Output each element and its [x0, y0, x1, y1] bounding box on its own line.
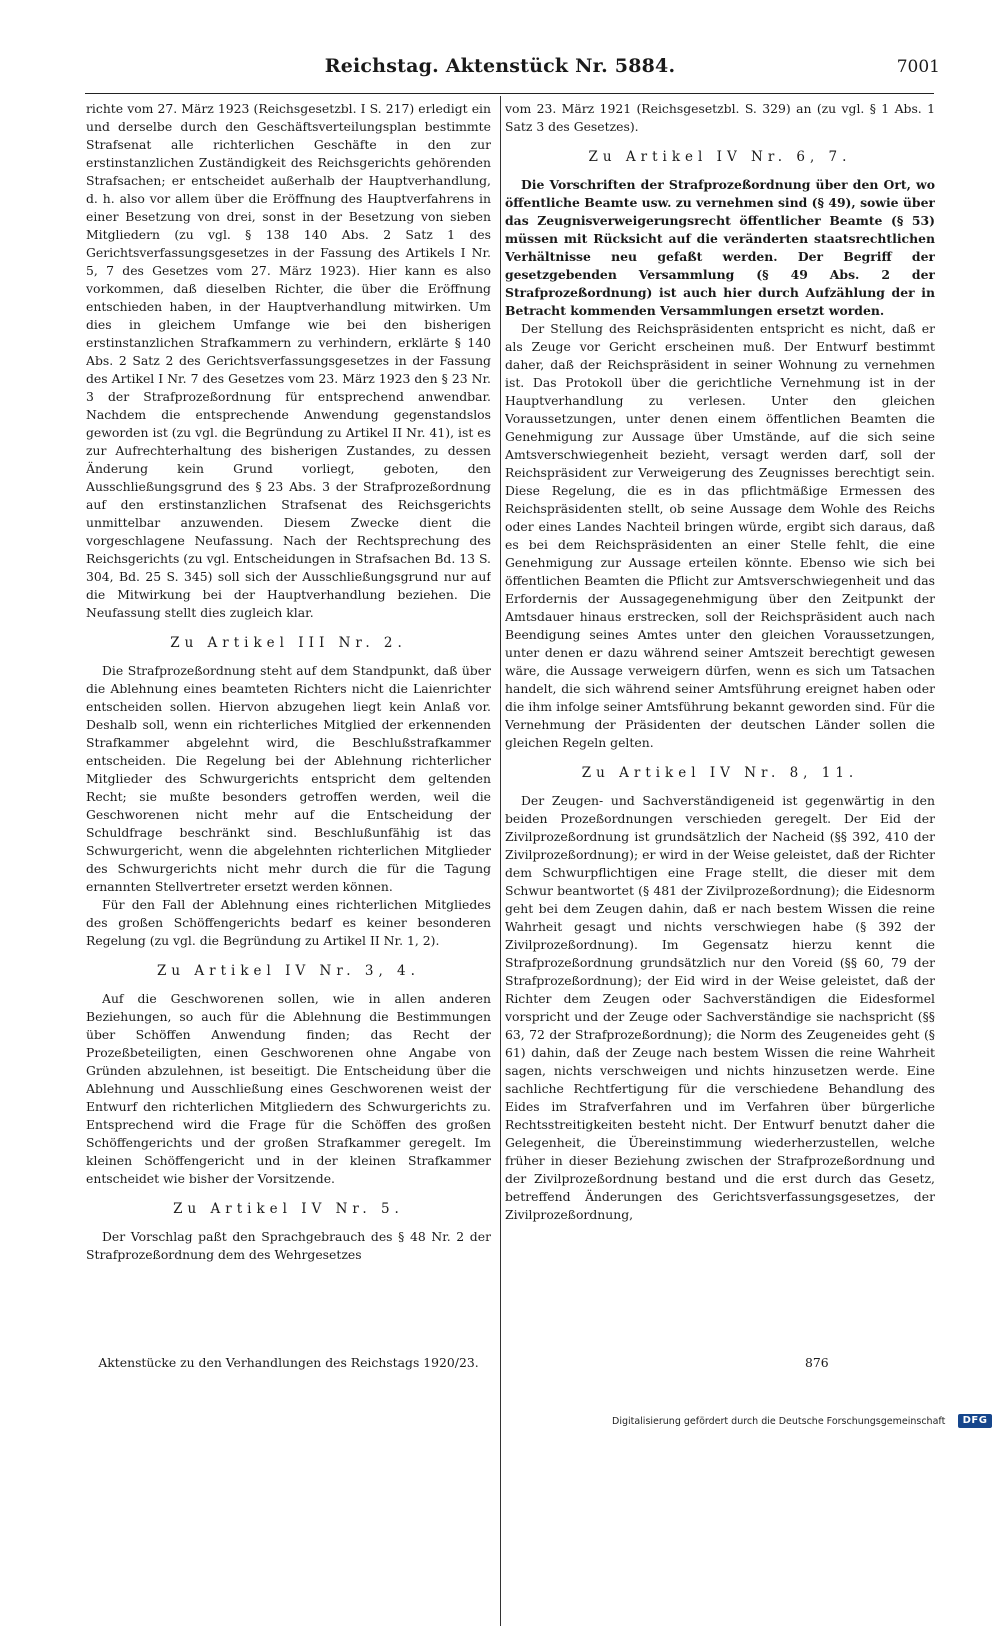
left-paragraph-1: richte vom 27. März 1923 (Reichsgesetzbl. I S. 217) erledigt ein und derselbe durch den Geschäftsverteilungsplan bestimmte Strafsenat alle richterlichen Geschäfte in den zur erstinstanzlichen Zuständigkeit des Reichsgerichts gehörenden Strafsachen; er entscheidet außerhalb der Hauptverhandlung, d. h. also vor allem über die Eröffnung des Hauptverfahrens in einer Besetzung von drei, sonst in der Besetzung von sieben Mitgliedern (zu vgl. § 138 140 Abs. 2 Satz 1 des Gerichtsverfassungsgesetzes in der Fassung des Artikels I Nr. 5, 7 des Gesetzes vom 27. März 1923). Hier kann es also vorkommen, daß dieselben Richter, die über die Eröffnung entschieden haben, in der Hauptverhandlung mitwirken. Um dies in gleichem Umfange wie bei den bisherigen erstinstanzlichen Strafkammern zu verhindern, erklärte § 140 Abs. 2 Satz 2 des Gerichtsverfassungsgesetzes in der Fassung des Artikel I Nr. 7 des Gesetzes vom 23. März 1923 den § 23 Nr. 3 der Strafprozeßordnung für entsprechend anwendbar. Nachdem die entsprechende Anwendung gegenstandslos geworden ist (zu vgl. die Begründung zu Artikel II Nr. 41), ist es zur Aufrechterhaltung des bisherigen Zustandes, zu dessen Änderung kein Grund vorliegt, geboten, den Ausschließungsgrund des § 23 Abs. 3 der Strafprozeßordnung auf den erstinstanzlichen Strafsenat des Reichsgerichts unmittelbar anzuwenden. Diesem Zwecke dient die vorgeschlagene Neufassung. Nach der Rechtsprechung des Reichsgerichts (zu vgl. Entscheidungen in Strafsachen Bd. 13 S. 304, Bd. 25 S. 345) soll sich der Ausschließungsgrund nur auf die Mitwirkung bei der Hauptverhandlung beziehen. Die Neufassung stellt dies zugleich klar.: [86, 101, 491, 620]
page-number: 7001: [896, 57, 940, 77]
digitization-credit: Digitalisierung gefördert durch die Deutsche Forschungsgemeinschaft: [612, 1416, 946, 1427]
right-heading-1: Zu Artikel IV Nr. 6, 7.: [588, 149, 852, 165]
right-paragraph-4: Der Zeugen- und Sachverständigeneid ist gegenwärtig in den beiden Prozeßordnungen verschieden geregelt. Der Eid der Zivilprozeßordnung ist grundsätzlich der Nacheid (§§ 392, 410 der Zivilprozeßordnung); er wird in der Weise geleistet, daß der Richter dem Schwurpflichtigen eine Frage stellt, die dieser mit dem Schwur beantwortet (§ 481 der Zivilprozeßordnung); die Eidesnorm geht bei dem Zeugen dahin, daß er nach bestem Wissen die reine Wahrheit gesagt und nichts verschwiegen habe (§ 392 der Zivilprozeßordnung). Im Gegensatz hierzu kennt die Strafprozeßordnung grundsätzlich nur den Voreid (§§ 60, 79 der Strafprozeßordnung); der Eid wird in der Weise geleistet, daß der Richter dem Zeugen oder Sachverständigen die Eidesformel vorspricht und der Zeuge oder Sachverständige sie nachspricht (§§ 63, 72 der Strafprozeßordnung); die Norm des Zeugeneides geht (§ 61) dahin, daß der Zeuge nach bestem Wissen die reine Wahrheit sagen, nichts verschweigen und nichts hinzusetzen werde. Eine sachliche Rechtfertigung für die verschiedene Behandlung des Eides im Strafverfahren und im Verfahren über bürgerliche Rechtsstreitigkeiten besteht nicht. Der Entwurf benutzt daher die Gelegenheit, die Übereinstimmung wiederherzustellen, welche früher in dieser Beziehung zwischen der Strafprozeßordnung und der Zivilprozeßordnung bestand und die erst durch das Gesetz, betreffend Änderungen des Gerichtsverfassungsgesetzes, der Zivilprozeßordnung,: [505, 793, 935, 1222]
left-column: [86, 100, 491, 1350]
left-heading-1: Zu Artikel III Nr. 2.: [170, 635, 407, 651]
header-rule: [85, 93, 934, 94]
right-heading-2: Zu Artikel IV Nr. 8, 11.: [581, 765, 859, 781]
left-paragraph-2: Die Strafprozeßordnung steht auf dem Standpunkt, daß über die Ablehnung eines beamteten Richters nicht die Laienrichter entscheiden sollen. Hiervon abzugehen liegt kein Anlaß vor. Deshalb soll, wenn ein richterliches Mitglied der erkennenden Strafkammer abgelehnt wird, die Beschlußstrafkammer entscheiden. Die Regelung bei der Ablehnung richterlicher Mitglieder des Schwurgerichts entspricht dem geltenden Recht; sie mußte besonders getroffen werden, weil die Geschworenen nicht mehr auf die Entscheidung der Schuldfrage beschränkt sind. Beschlußunfähig ist das Schwurgericht, wenn die abgelehnten richterlichen Mitglieder des Schwurgerichts nicht mehr durch die für die Tagung ernannten Stellvertreter ersetzt werden können.: [86, 663, 491, 894]
right-paragraph-1: vom 23. März 1921 (Reichsgesetzbl. S. 329) an (zu vgl. § 1 Abs. 1 Satz 3 des Gesetzes).: [505, 101, 935, 134]
running-head: [60, 55, 940, 89]
column-divider: [500, 96, 501, 1626]
left-paragraph-3: Für den Fall der Ablehnung eines richterlichen Mitgliedes des großen Schöffengerichts bedarf es keiner besonderen Regelung (zu vgl. die Begründung zu Artikel II Nr. 1, 2).: [86, 897, 491, 948]
column-footer-note: Aktenstücke zu den Verhandlungen des Reichstags 1920/23.: [98, 1355, 479, 1370]
right-paragraph-2: Die Vorschriften der Strafprozeßordnung über den Ort, wo öffentliche Beamte usw. zu vernehmen sind (§ 49), sowie über das Zeugnisverweigerungsrecht öffentlicher Beamte (§ 53) müssen mit Rücksicht auf die veränderten staatsrechtlichen Verhältnisse neu gefaßt werden. Der Begriff der gesetzgebenden Versammlung (§ 49 Abs. 2 der Strafprozeßordnung) ist auch hier durch Aufzählung der in Betracht kommenden Versammlungen ersetzt worden.: [505, 177, 935, 318]
sheet-number: 876: [805, 1355, 829, 1370]
dfg-logo-icon: DFG: [958, 1414, 992, 1428]
right-paragraph-3: Der Stellung des Reichspräsidenten entspricht es nicht, daß er als Zeuge vor Gericht erscheinen muß. Der Entwurf bestimmt daher, daß der Reichspräsident in seiner Wohnung zu vernehmen ist. Das Protokoll über die gerichtliche Vernehmung ist in der Hauptverhandlung zu verlesen. Unter den gleichen Voraussetzungen, unter denen einem öffentlichen Beamten die Genehmigung zur Aussage über Umstände, auf die sich seine Amtsverschwiegenheit bezieht, versagt werden darf, soll der Reichspräsident zur Verweigerung des Zeugnisses berechtigt sein. Diese Regelung, die es in das pflichtmäßige Ermessen des Reichspräsidenten stellt, ob seine Aussage dem Wohle des Reichs oder eines Landes Nachteil bringen würde, ergibt sich daraus, daß es bei dem Reichspräsidenten an einer Stelle fehlt, die eine Genehmigung zur Aussage erteilen könnte. Ebenso wie sich bei öffentlichen Beamten die Pflicht zur Amtsverschwiegenheit und das Erfordernis der Aussagegenehmigung über den Zeitpunkt der Amtsdauer hinaus erstrecken, soll der Reichspräsident auch nach Beendigung seines Amtes unter den gleichen Voraussetzungen, unter denen er dazu während seiner Amtszeit berechtigt gewesen wäre, die Aussage verweigern dürfen, wenn es sich um Tatsachen handelt, die sich während seiner Amtsführung ereignet haben oder die ihm infolge seiner Amtsführung bekannt geworden sind. Für die Vernehmung der Präsidenten der deutschen Länder sollen die gleichen Regeln gelten.: [505, 321, 935, 750]
running-title: Reichstag. Aktenstück Nr. 5884.: [324, 55, 676, 77]
left-heading-2: Zu Artikel IV Nr. 3, 4.: [157, 963, 420, 979]
left-heading-3: Zu Artikel IV Nr. 5.: [173, 1201, 404, 1217]
right-column: [505, 100, 935, 1350]
left-paragraph-5: Der Vorschlag paßt den Sprachgebrauch des § 48 Nr. 2 der Strafprozeßordnung dem des Wehrgesetzes: [86, 1229, 491, 1262]
left-paragraph-4: Auf die Geschworenen sollen, wie in allen anderen Beziehungen, so auch für die Ablehnung die Bestimmungen über Schöffen Anwendung finden; das Recht der Prozeßbeteiligten, einen Geschworenen ohne Angabe von Gründen abzulehnen, ist beseitigt. Die Entscheidung über die Ablehnung und Ausschließung eines Geschworenen weist der Entwurf den richterlichen Mitgliedern des Schwurgerichts zu. Entsprechend wird die Frage für die Schöffen des großen Schöffengerichts und der großen Strafkammer geregelt. Im kleinen Schöffengericht und in der kleinen Strafkammer entscheidet wie bisher der Vorsitzende.: [86, 991, 491, 1186]
